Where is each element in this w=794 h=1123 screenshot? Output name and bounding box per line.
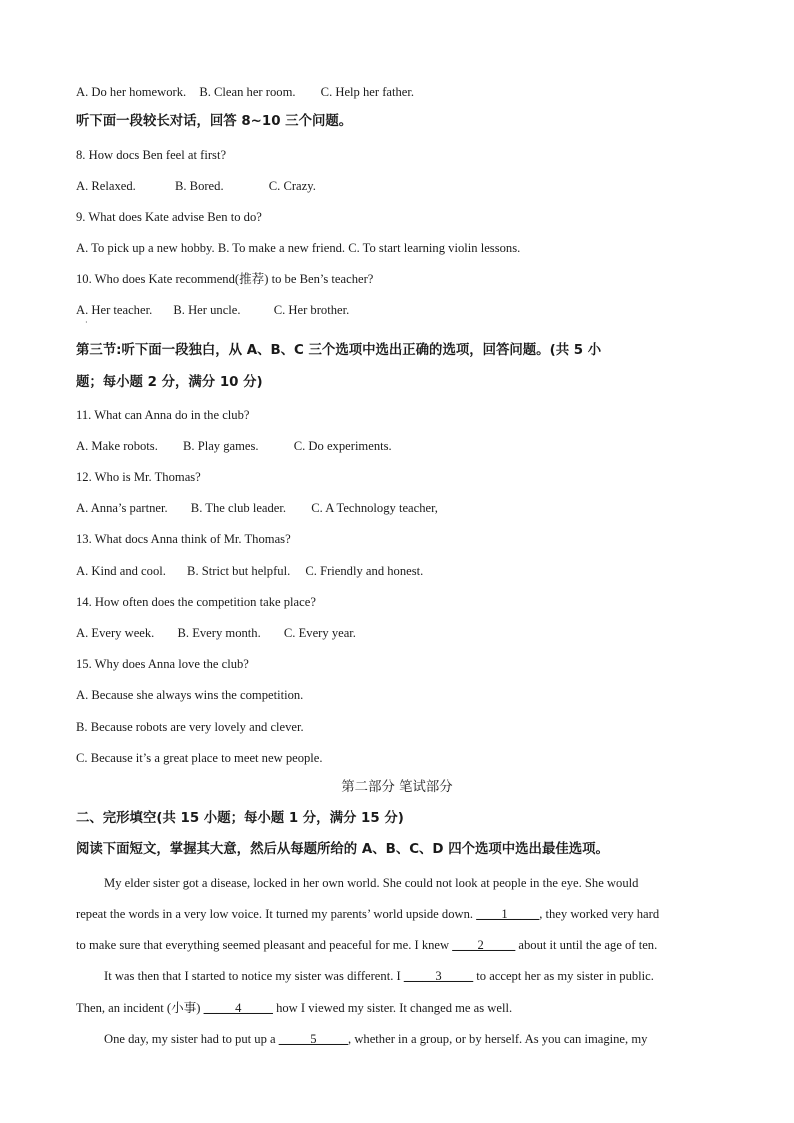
option-b: B. Clean her room.	[199, 85, 296, 99]
cloze-instructions: 阅读下面短文，掌握其大意，然后从每题所给的 A、B、C、D 四个选项中选出最佳选项。	[76, 842, 609, 857]
question-10: 10. Who does Kate recommend(推荐) to be Ben’s teacher?	[76, 272, 374, 286]
q15-option-b: B. Because robots are very lovely and clever.	[76, 720, 304, 734]
stray-dot: ·	[85, 318, 88, 327]
passage-line-1: My elder sister got a disease, locked in her own world. She could not look at people in the eye. She would	[104, 876, 639, 890]
option-c: C. Friendly and honest.	[305, 564, 424, 578]
cloze-blank-3[interactable]: _____3_____	[403, 969, 474, 983]
option-a: A. Make robots.	[76, 439, 158, 453]
q15-option-a: A. Because she always wins the competition.	[76, 688, 304, 702]
question-13: 13. What docs Anna think of Mr. Thomas?	[76, 532, 291, 546]
section-heading-3a: 第三节:听下面一段独白，从 A、B、C 三个选项中选出正确的选项，回答问题。(共 5 小	[76, 343, 602, 358]
passage-text: , whether in a group, or by herself. As you can imagine, my	[348, 1032, 648, 1046]
option-a: A. Anna’s partner.	[76, 501, 168, 515]
option-a: A. Every week.	[76, 626, 155, 640]
q7-options	[76, 84, 414, 100]
option-a: A. Relaxed.	[76, 179, 136, 193]
section-heading-3b: 题；每小题 2 分，满分 10 分)	[76, 375, 263, 390]
cloze-blank-5[interactable]: _____5_____	[278, 1032, 349, 1046]
option-c: C. A Technology teacher,	[311, 501, 438, 515]
question-11: 11. What can Anna do in the club?	[76, 408, 250, 422]
cloze-blank-2[interactable]: ____2_____	[452, 938, 516, 952]
q12-options	[76, 500, 438, 516]
option-b: B. Strict but helpful.	[187, 564, 291, 578]
option-c: C. Do experiments.	[293, 439, 392, 453]
part-two-title: 第二部分 笔试部分	[341, 780, 453, 795]
passage-text: It was then that I started to notice my sister was different. I	[104, 969, 404, 983]
q13-options	[76, 563, 423, 579]
passage-text: repeat the words in a very low voice. It turned my parents’ world upside down.	[76, 907, 477, 921]
cloze-blank-1[interactable]: ____1_____	[476, 907, 540, 921]
option-c: C. Crazy.	[268, 179, 316, 193]
q9-options: A. To pick up a new hobby. B. To make a new friend. C. To start learning violin lessons.	[76, 241, 521, 255]
option-b: B. Bored.	[174, 179, 224, 193]
passage-text: One day, my sister had to put up a	[104, 1032, 279, 1046]
question-8: 8. How docs Ben feel at first?	[76, 148, 227, 162]
passage-text: Then, an incident (小事)	[76, 1001, 204, 1015]
question-15: 15. Why does Anna love the club?	[76, 657, 249, 671]
question-9: 9. What does Kate advise Ben to do?	[76, 210, 262, 224]
option-a: A. Her teacher.	[76, 303, 153, 317]
option-a: A. Do her homework.	[76, 85, 187, 99]
cloze-section-heading: 二、完形填空(共 15 小题；每小题 1 分，满分 15 分)	[76, 811, 404, 826]
question-12: 12. Who is Mr. Thomas?	[76, 470, 201, 484]
question-14: 14. How often does the competition take place?	[76, 595, 316, 609]
passage-line-5	[76, 1000, 512, 1016]
option-b: B. Every month.	[177, 626, 261, 640]
option-c: C. Her brother.	[273, 303, 350, 317]
option-c: C. Every year.	[283, 626, 356, 640]
option-a: A. Kind and cool.	[76, 564, 166, 578]
q8-options	[76, 178, 316, 194]
cloze-blank-4[interactable]: _____4_____	[203, 1001, 273, 1015]
option-b: B. The club leader.	[190, 501, 287, 515]
passage-text: how I viewed my sister. It changed me as well.	[272, 1001, 513, 1015]
passage-text: to make sure that everything seemed pleasant and peaceful for me. I knew	[76, 938, 453, 952]
q11-options	[76, 438, 392, 454]
q15-option-c: C. Because it’s a great place to meet new people.	[76, 751, 323, 765]
passage-line-3	[76, 937, 657, 953]
q10-options	[76, 302, 349, 318]
option-b: B. Play games.	[183, 439, 259, 453]
passage-text: , they worked very hard	[539, 907, 660, 921]
section-heading-8-10: 听下面一段较长对话，回答 8~10 三个问题。	[76, 114, 353, 129]
option-c: C. Help her father.	[320, 85, 415, 99]
passage-line-4	[104, 968, 654, 984]
passage-text: about it until the age of ten.	[515, 938, 658, 952]
option-b: B. Her uncle.	[173, 303, 241, 317]
passage-text: to accept her as my sister in public.	[473, 969, 654, 983]
passage-line-6	[104, 1031, 647, 1047]
q14-options	[76, 625, 356, 641]
passage-line-2	[76, 906, 659, 922]
